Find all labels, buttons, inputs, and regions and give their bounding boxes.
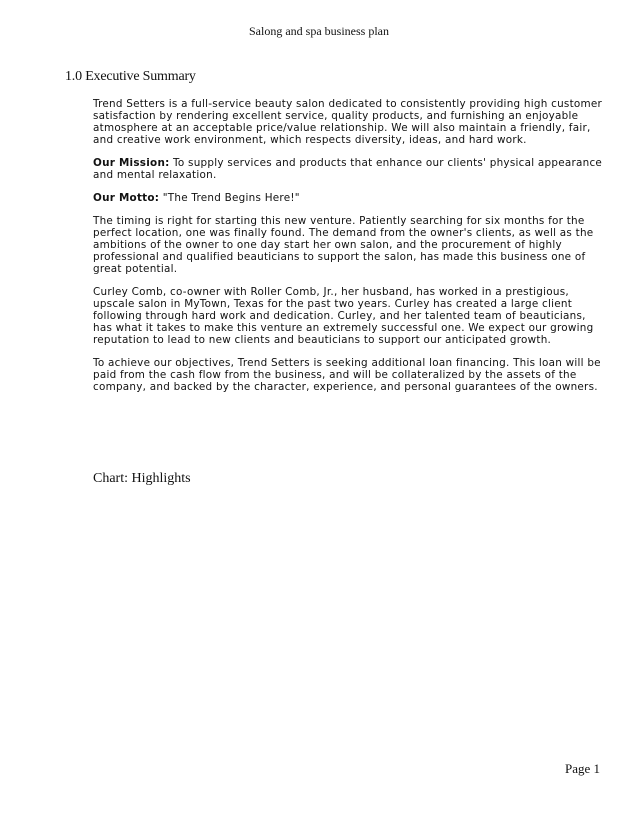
mission-label: Our Mission: <box>93 157 170 169</box>
mission-paragraph <box>93 157 606 181</box>
intro-paragraph: Trend Setters is a full-service beauty salon dedicated to consistently providing high customer satisfaction by rendering excellent service, quality products, and furnishing an enjoyable atmosphere at an acceptable price/value relationship. We will also maintain a friendly, fair, and creative work environment, which respects diversity, ideas, and hard work. <box>93 98 603 146</box>
timing-paragraph: The timing is right for starting this new venture. Patiently searching for six months for the perfect location, one was finally found. The demand from the owner's clients, as well as the ambitions of the owner to one day start her own salon, and the procurement of highly professional and qualified beauticians to support the salon, has made this business one of great potential. <box>93 215 594 275</box>
financing-paragraph: To achieve our objectives, Trend Setters is seeking additional loan financing. This loan will be paid from the cash flow from the business, and will be collateralized by the assets of the company, and backed by the character, experience, and personal guarantees of the owners. <box>93 357 601 393</box>
chart-heading: Chart: Highlights <box>93 471 191 486</box>
chart-area <box>93 495 606 725</box>
page-header: Salong and spa business plan <box>249 24 389 38</box>
motto-label: Our Motto: <box>93 192 160 204</box>
motto-paragraph <box>93 192 606 204</box>
owners-paragraph: Curley Comb, co-owner with Roller Comb, Jr., her husband, has worked in a prestigious, upscale salon in MyTown, Texas for the past two years. Curley has created a large client following through hard work and dedication. Curley, and her talented team of beauticians, has what it takes to make this venture an extremely successful one. We expect our growing reputation to lead to new clients and beauticians to support our anticipated growth. <box>93 286 594 346</box>
page-number: Page 1 <box>564 761 600 776</box>
motto-text: "The Trend Begins Here!" <box>159 192 300 204</box>
section-heading: 1.0 Executive Summary <box>65 69 196 84</box>
mission-text: To supply services and products that enhance our clients' physical appearance and mental relaxation. <box>93 157 603 181</box>
executive-summary-body <box>93 98 606 404</box>
